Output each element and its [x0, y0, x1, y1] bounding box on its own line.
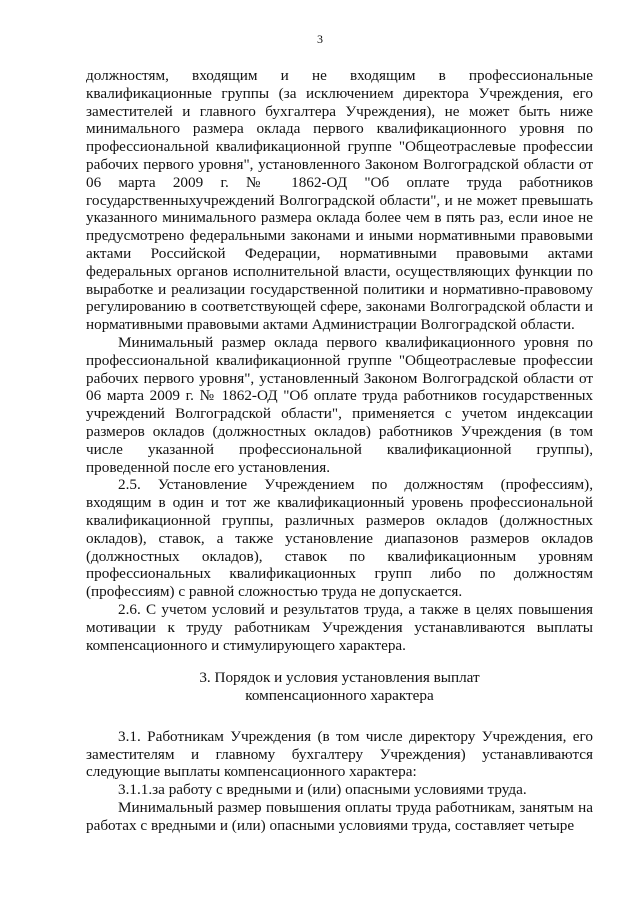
page-number: 3	[317, 32, 323, 46]
section-heading-line-2: компенсационного характера	[245, 687, 434, 705]
paragraph-2-5: 2.5. Установление Учреждением по должностям (профессиям), входящим в один и тот же квалификационный уровень профессиональной квалификационной группы, различных размеров окладов (должностных окладов), ставок, а также установление диапазонов размеров окладов (должностных окладов), ставок по квалификационным уровням профессиональных квалификационных групп либо по должностям (профессиям) с равной сложностью труда не допускается.	[86, 476, 593, 601]
paragraph-continuation: должностям, входящим и не входящим в профессиональные квалификационные группы (за исключением директора Учреждения, его заместителей и главного бухгалтера Учреждения), не может быть ниже минимального размера оклада первого квалификационного уровня по профессиональной квалификационной группе "Общеотраслевые профессии рабочих первого уровня", установленного Законом Волгоградской области от 06 марта 2009 г. № 1862-ОД "Об оплате труда работников государственныхучреждений Волгоградской области", и не может превышать указанного минимального размера оклада более чем в пять раз, если иное не предусмотрено федеральными законами и иными нормативными правовыми актами Российской Федерации, нормативными правовыми актами федеральных органов исполнительной власти, осуществляющих функции по выработке и реализации государственной политики и нормативно-правовому регулированию в соответствующей сфере, законами Волгоградской области и нормативными правовыми актами Администрации Волгоградской области.	[86, 67, 593, 334]
paragraph-3-1: 3.1. Работникам Учреждения (в том числе директору Учреждения, его заместителям и главному бухгалтеру Учреждения) устанавливаются следующие выплаты компенсационного характера:	[86, 727, 593, 781]
paragraph-3-1-1: 3.1.1.за работу с вредными и (или) опасными условиями труда.	[118, 781, 527, 799]
paragraph-minimum-increase: Минимальный размер повышения оплаты труда работникам, занятым на работах с вредными и (или) опасными условиями труда, составляет четыре	[86, 799, 593, 834]
paragraph-2-6: 2.6. С учетом условий и результатов труда, а также в целях повышения мотивации к труду работникам Учреждения устанавливаются выплаты компенсационного и стимулирующего характера.	[86, 600, 593, 654]
section-heading-line-1: 3. Порядок и условия установления выплат	[199, 669, 480, 687]
document-body	[86, 67, 593, 835]
section-heading	[86, 669, 593, 705]
paragraph-minimum-salary: Минимальный размер оклада первого квалификационного уровня по профессиональной квалификационной группе "Общеотраслевые профессии рабочих первого уровня", установленный Законом Волгоградской области от 06 марта 2009 г. № 1862-ОД "Об оплате труда работников государственных учреждений Волгоградской области", применяется с учетом индексации размеров окладов (должностных окладов) работников Учреждения (в том числе указанной профессиональной квалификационной группы), проведенной после его установления.	[86, 333, 593, 476]
